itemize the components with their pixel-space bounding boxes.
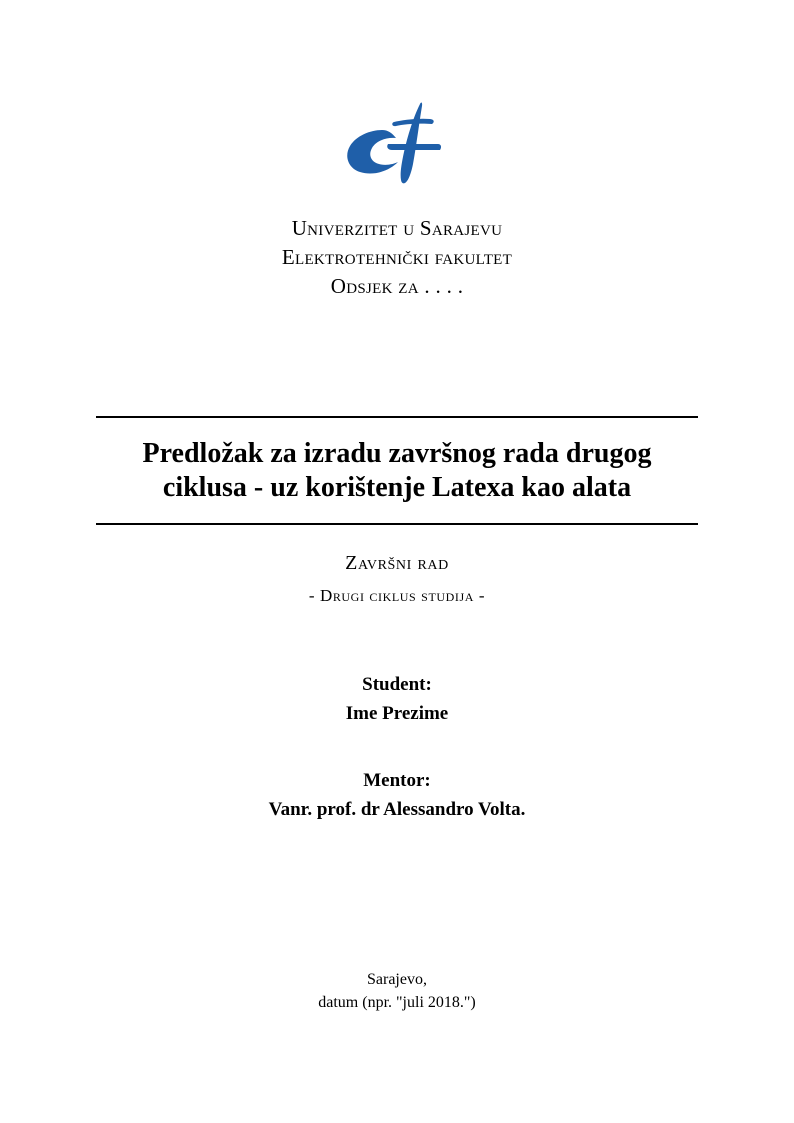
mentor-label: Mentor:	[363, 770, 431, 791]
institution-line-department: Odsjek za . . . .	[330, 274, 464, 298]
etf-logo-icon	[342, 100, 452, 186]
study-cycle-label: - Drugi ciklus studija -	[308, 586, 486, 605]
institution-line-faculty: Elektrotehnički fakultet	[281, 245, 513, 269]
people-block	[0, 670, 794, 824]
place-date-block	[0, 968, 794, 1014]
student-label: Student:	[362, 674, 432, 695]
page-title-line-2: ciklusa - uz korištenje Latexa kao alata	[162, 472, 632, 503]
student-name: Ime Prezime	[345, 703, 449, 724]
title-rule-bottom	[96, 523, 698, 525]
subtitle-block	[0, 549, 794, 609]
page-title-line-1: Predložak za izradu završnog rada drugog	[142, 438, 652, 469]
work-type-label: Završni rad	[345, 552, 449, 574]
place-label: Sarajevo,	[367, 971, 427, 988]
date-label: datum (npr. "juli 2018.")	[318, 994, 476, 1011]
mentor-name: Vanr. prof. dr Alessandro Volta.	[268, 799, 526, 820]
institution-block	[0, 214, 794, 301]
faculty-logo	[0, 100, 794, 186]
title-rule-top	[96, 416, 698, 418]
institution-line-university: Univerzitet u Sarajevu	[291, 216, 503, 240]
mentor-block	[0, 766, 794, 824]
student-block	[0, 670, 794, 728]
page-title	[96, 437, 698, 505]
